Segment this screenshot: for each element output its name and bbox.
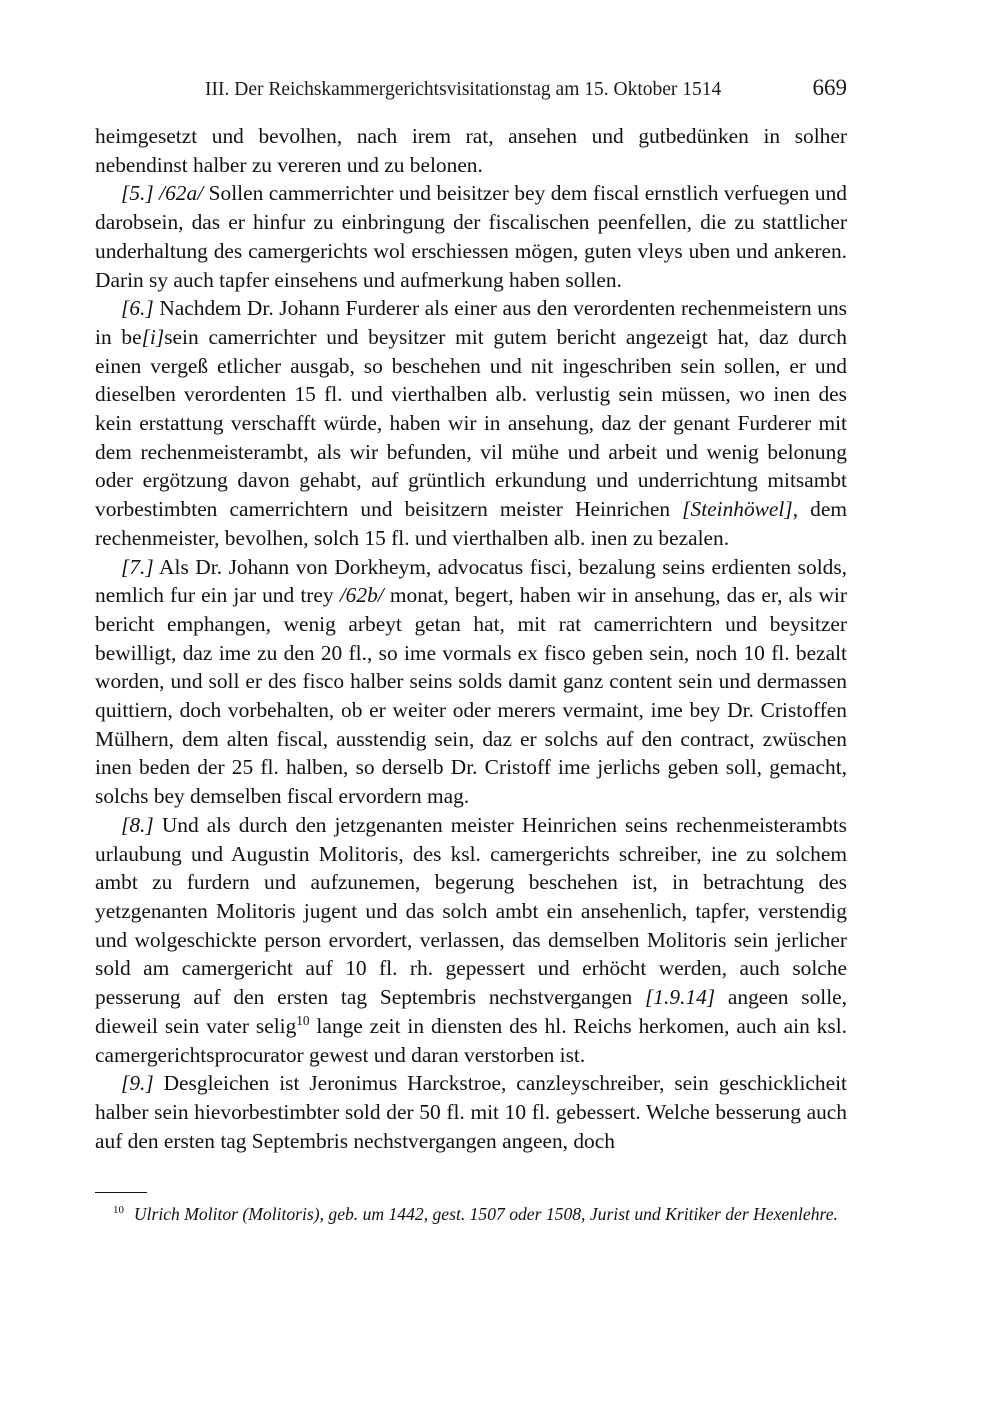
footnote-item: [95, 1202, 847, 1228]
paragraph-6-text-c: , dem rechenmeister, bevolhen, solch 15 fl. und vierthalben alb. inen zu bezalen.: [95, 497, 847, 550]
paragraph-8-date-insert: [1.9.14]: [644, 985, 716, 1010]
footnote-separator-rule: [95, 1192, 147, 1193]
running-head: [95, 76, 847, 122]
paragraph-9-text: Desgleichen ist Jeronimus Harckstroe, canzleyschreiber, sein geschicklicheit halber sein hievorbestimbter sold der 50 fl. mit 10 fl. gebessert. Welche besserung auch auf den ersten tag Septembris nechstvergangen angeen, doch: [95, 1071, 847, 1153]
paragraph-5: [95, 179, 847, 294]
paragraph-opening-text: heimgesetzt und bevolhen, nach irem rat, ansehen und gutbedünken in solher nebendinst halber zu vereren und zu belonen.: [95, 124, 847, 177]
paragraph-8-text-c: lange zeit in diensten des hl. Reichs herkomen, auch ain ksl. camergerichtsprocurator gewest und daran verstorben ist.: [95, 1013, 847, 1067]
footnote-area: [95, 1192, 847, 1228]
paragraph-5-marker: [5.]: [121, 181, 154, 206]
body-text: [95, 122, 847, 1155]
paragraph-7-text-a: Als Dr. Johann von Dorkheym, advocatus fisci, bezalung seins erdienten solds, nemlich fur ein jar und trey: [95, 554, 847, 608]
paragraph-6: [95, 294, 847, 552]
paragraph-opening: [95, 122, 847, 179]
paragraph-7-folio: /62b/: [339, 583, 384, 608]
page-number: 669: [812, 75, 847, 100]
footnote-block: [95, 1202, 847, 1228]
paragraph-7-text-b: monat, begert, haben wir in ansehung, das er, als wir bericht emphangen, wenig arbeyt getan hat, mit rat camerrichtern und beysitzer bewilligt, daz ime zu den 20 fl., so ime vormals ex fisco geben sein, noch 10 fl. bezalt worden, und soll er des fisco halber seins solds damit ganz content sein und dermassen quittiern, doch vorbehalten, ob er weiter oder merers vermaint, ime bey Dr. Cristoffen Mülhern, dem alten fiscal, ausstendig sein, daz er solchs auf den contract, zwüschen inen beden der 25 fl. halben, so derselb Dr. Cristoff ime jerlichs geben soll, gemacht, solchs bey demselben fiscal ervordern mag.: [95, 583, 847, 809]
paragraph-5-text: Sollen cammerrichter und beisitzer bey dem fiscal ernstlich verfuegen und darobsein, das er hinfur zu einbringung der fiscalischen peenfellen, die zu stattlicher underhaltung des camergerichts wol erschiessen mögen, guten vleys uben und ankeren. Darin sy auch tapfer einsehens und aufmerkung haben sollen.: [95, 181, 847, 292]
paragraph-7: [95, 553, 847, 811]
footnote-reference-marker[interactable]: 10: [296, 1012, 310, 1028]
paragraph-9: [95, 1069, 847, 1155]
paragraph-6-editorial-insert-i: [i]: [141, 324, 165, 349]
footnote-text: Ulrich Molitor (Molitoris), geb. um 1442, gest. 1507 oder 1508, Jurist und Kritiker der Hexenlehre.: [133, 1204, 838, 1224]
paragraph-8-text-b: angeen solle, dieweil sein vater selig: [95, 985, 847, 1038]
paragraph-5-folio: /62a/: [159, 181, 204, 206]
paragraph-9-marker: [9.]: [121, 1071, 154, 1096]
page-content-column: [95, 0, 847, 1155]
running-head-title: III. Der Reichskammergerichtsvisitationstag am 15. Oktober 1514: [205, 79, 722, 100]
paragraph-8-text-a: Und als durch den jetzgenanten meister Heinrichen seins rechenmeisterambts urlaubung und Augustin Molitoris, des ksl. camergerichts schreiber, ine zu solchem ambt zu furdern und aufzunemen, begerung beschehen ist, in betrachtung des yetzgenanten Molitoris jugent und das solch ambt ein ansehenlich, tapfer, verstendig und wolgeschickte person ervordert, verlassen, das demselben Molitoris sein jerlicher sold am camergericht auf 10 fl. rh. gepessert und erhöcht werden, auch solche pesserung auf den ersten tag Septembris nechstvergangen: [95, 812, 847, 1010]
footnote-number: 10: [113, 1204, 124, 1217]
paragraph-6-marker: [6.]: [121, 296, 154, 321]
paragraph-7-marker: [7.]: [121, 554, 154, 579]
paragraph-6-editorial-insert-steinhoewel: [Steinhöwel]: [682, 497, 793, 522]
paragraph-6-text-a: Nachdem Dr. Johann Furderer als einer aus den verordenten rechenmeistern uns in be: [95, 296, 847, 349]
paragraph-6-text-b: sein camerrichter und beysitzer mit gutem bericht angezeigt hat, daz durch einen vergeß etlicher ausgab, so beschehen und nit ingeschriben sein sollen, er und dieselben verordenten 15 fl. und vierthalben alb. verlustig sein müssen, wo inen des kein erstattung verschafft würde, haben wir in ansehung, daz der genant Furderer mit dem rechenmeisterambt, als wir befunden, vil mühe und arbeit und wenig belonung oder ergötzung davon gehabt, auf grüntlich erkundung und underrichtung mitsambt vorbestimbten camerrichtern und beisitzern meister Heinrichen: [95, 324, 847, 522]
paragraph-8: [95, 811, 847, 1069]
paragraph-8-marker: [8.]: [121, 812, 154, 837]
